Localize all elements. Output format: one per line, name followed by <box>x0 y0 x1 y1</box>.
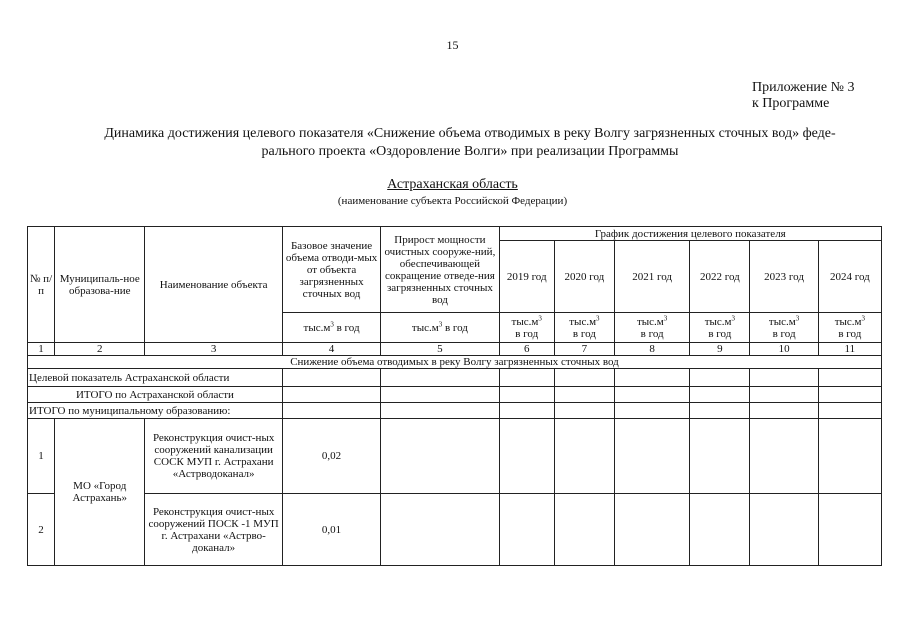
col-number: 2 <box>55 343 145 356</box>
municipality-name: МО «Город Астрахань» <box>55 419 145 566</box>
summary-row-region-total: ИТОГО по Астраханской области <box>28 387 283 403</box>
object-name: Реконструкция очист-ных сооружений ПОСК -1 МУП г. Астрахани «Астрво-доканал» <box>145 494 282 566</box>
header-year: 2024 год <box>818 241 881 313</box>
col-number: 10 <box>750 343 818 356</box>
col-number: 11 <box>818 343 881 356</box>
unit-cell: $тыс.м^3$ в год <box>750 313 818 343</box>
unit-cell: $тыс.м^3$ в год <box>554 313 614 343</box>
summary-row-municipality-total: ИТОГО по муниципальному образованию: <box>28 403 283 419</box>
header-year: 2019 год <box>499 241 554 313</box>
header-year: 2020 год <box>554 241 614 313</box>
header-municipality: Муниципаль-ное образова-ние <box>55 227 145 343</box>
header-schedule: График достижения целевого показателя <box>499 227 881 241</box>
header-capacity-increase: Прирост мощности очистных сооруже-ний, обеспечивающей сокращение отведе-ния загрязненных сточных вод <box>381 227 499 313</box>
unit-cell: $тыс.м^3$ в год <box>499 313 554 343</box>
object-name: Реконструкция очист-ных сооружений канализации СОСК МУП г. Астрахани «Астрводоканал» <box>145 419 282 494</box>
header-year: 2022 год <box>690 241 750 313</box>
unit-cell: $тыс.м^3$ в год <box>381 313 499 343</box>
col-number: 1 <box>28 343 55 356</box>
title-line2: рального проекта «Оздоровление Волги» при реализации Программы <box>261 144 679 159</box>
row-number: 1 <box>28 419 55 494</box>
summary-row-target: Целевой показатель Астраханской области <box>28 369 283 387</box>
col-number: 9 <box>690 343 750 356</box>
col-number: 8 <box>615 343 690 356</box>
title-line1: Динамика достижения целевого показателя «Снижение объема отводимых в реку Волгу загрязненных сточных вод» феде- <box>104 126 836 141</box>
document-title <box>60 125 880 161</box>
appendix-label <box>752 80 855 112</box>
base-value: 0,02 <box>282 419 380 494</box>
unit-cell: $тыс.м^3$ в год <box>615 313 690 343</box>
unit-cell: $тыс.м^3$ в год <box>690 313 750 343</box>
region-name <box>0 177 905 193</box>
col-number: 3 <box>145 343 282 356</box>
region-note: (наименование субъекта Российской Федерации) <box>337 195 568 207</box>
unit-cell: $тыс.м^3$ в год <box>818 313 881 343</box>
region-name-text: Астраханская область <box>387 177 518 192</box>
row-number: 2 <box>28 494 55 566</box>
target-indicator-table <box>27 226 882 566</box>
col-number: 7 <box>554 343 614 356</box>
header-num: № п/п <box>28 227 55 343</box>
header-year: 2023 год <box>750 241 818 313</box>
unit-cell: $тыс.м^3$ в год <box>282 313 380 343</box>
header-object: Наименование объекта <box>145 227 282 343</box>
header-year: 2021 год <box>615 241 690 313</box>
section-title: Снижение объема отводимых в реку Волгу загрязненных сточных вод <box>28 356 882 369</box>
page-number: 15 <box>446 38 459 52</box>
appendix-line1: Приложение № 3 <box>752 80 855 95</box>
header-base-value: Базовое значение объема отводи-мых от объекта загрязненных сточных вод <box>282 227 380 313</box>
col-number: 5 <box>381 343 499 356</box>
appendix-line2: к Программе <box>752 96 830 111</box>
base-value: 0,01 <box>282 494 380 566</box>
col-number: 4 <box>282 343 380 356</box>
col-number: 6 <box>499 343 554 356</box>
